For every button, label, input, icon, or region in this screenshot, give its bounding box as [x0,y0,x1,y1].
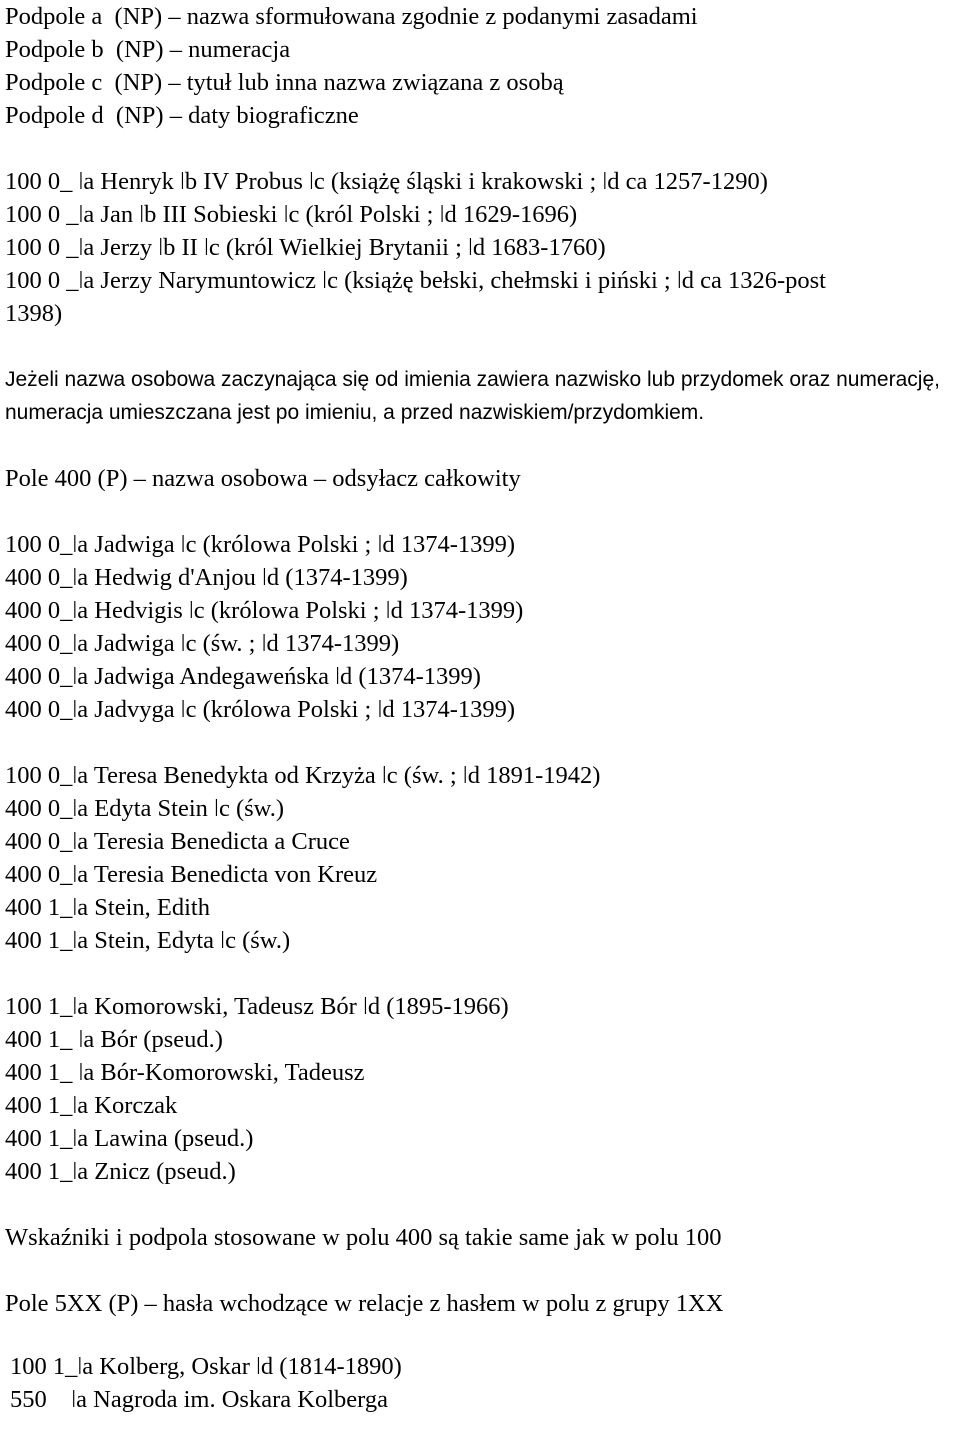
field-400-heading: Pole 400 (P) – nazwa osobowa – odsyłacz całkowity [5,465,521,492]
record-line: 400 1_ǀa Lawina (pseud.) [5,1125,254,1152]
subfield-list [5,0,955,132]
subfield-d: Podpole d (NP) – daty biograficzne [5,102,359,129]
record-line: 400 0_ǀa Hedwig d'Anjou ǀd (1374-1399) [5,564,408,591]
record-line: 100 0_ǀa Jadwiga ǀc (królowa Polski ; ǀd 1374-1399) [5,531,516,558]
field-5xx-heading: Pole 5XX (P) – hasła wchodzące w relacje z hasłem w polu z grupy 1XX [5,1290,724,1317]
record-line: 400 0_ǀa Teresia Benedicta a Cruce [5,828,350,855]
record-line: 400 0_ǀa Teresia Benedicta von Kreuz [5,861,378,888]
record-line: 100 1_ǀa Komorowski, Tadeusz Bór ǀd (1895-1966) [5,993,509,1020]
example-line: 100 0_ ǀa Henryk ǀb IV Probus ǀc (książę śląski i krakowski ; ǀd ca 1257-1290) [5,168,768,195]
example-line: 100 0 _ǀa Jerzy ǀb II ǀc (król Wielkiej Brytanii ; ǀd 1683-1760) [5,234,606,261]
group-stein [5,759,955,957]
record-line: 100 1_ǀa Kolberg, Oskar ǀd (1814-1890) [10,1353,402,1380]
note-indicators: Wskaźniki i podpola stosowane w polu 400 są takie same jak w polu 100 [5,1224,722,1251]
spacer [5,957,955,990]
record-line: 400 1_ǀa Znicz (pseud.) [5,1158,236,1185]
record-line: 400 1_ǀa Korczak [5,1092,178,1119]
spacer [5,330,955,363]
group-komorowski [5,990,955,1188]
record-line: 400 0_ǀa Jadwiga Andegaweńska ǀd (1374-1399) [5,663,481,690]
record-line: 400 0_ǀa Jadvyga ǀc (królowa Polski ; ǀd 1374-1399) [5,696,516,723]
note-numbering: Jeżeli nazwa osobowa zaczynająca się od imienia zawiera nazwisko lub przydomek oraz numerację, numeracja umieszczana jest po imieniu, a przed nazwiskiem/przydomkiem. [5,368,940,424]
record-line: 400 0_ǀa Jadwiga ǀc (św. ; ǀd 1374-1399) [5,630,400,657]
example-line: 100 0 _ǀa Jerzy Narymuntowicz ǀc (książę bełski, chełmski i piński ; ǀd ca 1326-post [5,267,826,294]
record-line: 400 0_ǀa Edyta Stein ǀc (św.) [5,795,285,822]
example-line: 100 0 _ǀa Jan ǀb III Sobieski ǀc (król Polski ; ǀd 1629-1696) [5,201,578,228]
spacer [5,726,955,759]
spacer [5,1254,955,1287]
spacer [5,1320,955,1350]
spacer [5,495,955,528]
record-line: 400 1_ ǀa Bór-Komorowski, Tadeusz [5,1059,365,1086]
record-line: 400 1_ǀa Stein, Edyta ǀc (św.) [5,927,291,954]
record-line: 400 1_ǀa Stein, Edith [5,894,210,921]
examples-100 [5,165,955,330]
document-page [5,0,955,1416]
spacer [5,429,955,462]
record-line: 400 0_ǀa Hedvigis ǀc (królowa Polski ; ǀd 1374-1399) [5,597,524,624]
subfield-b: Podpole b (NP) – numeracja [5,36,291,63]
spacer [5,132,955,165]
subfield-a: Podpole a (NP) – nazwa sformułowana zgodnie z podanymi zasadami [5,3,698,30]
subfield-c: Podpole c (NP) – tytuł lub inna nazwa związana z osobą [5,69,564,96]
example-line-continued: 1398) [5,300,63,327]
group-kolberg [5,1350,955,1416]
record-line: 400 1_ ǀa Bór (pseud.) [5,1026,223,1053]
record-line: 550 ǀa Nagroda im. Oskara Kolberga [10,1386,388,1413]
spacer [5,1188,955,1221]
group-jadwiga [5,528,955,726]
record-line: 100 0_ǀa Teresa Benedykta od Krzyża ǀc (św. ; ǀd 1891-1942) [5,762,601,789]
